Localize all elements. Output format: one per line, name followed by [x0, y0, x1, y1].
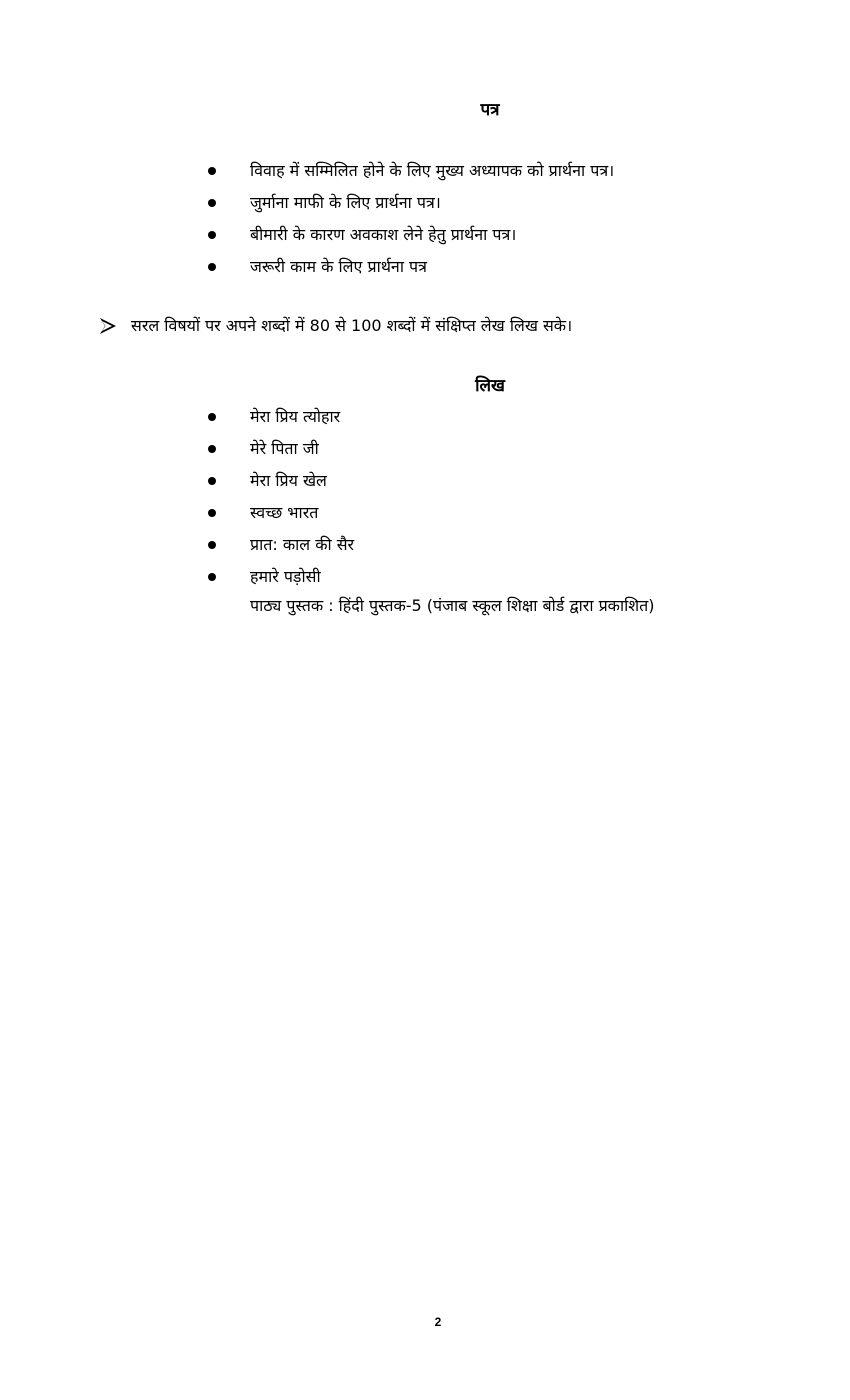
bullet-icon — [208, 477, 216, 485]
section-heading-essays: लिख — [475, 376, 505, 396]
list-item-text: प्रात: काल की सैर — [250, 535, 355, 554]
list-item — [0, 565, 850, 591]
list-item-text: हमारे पड़ोसी — [250, 567, 321, 586]
bullet-icon — [208, 573, 216, 581]
bullet-icon — [208, 445, 216, 453]
objective-item — [0, 314, 850, 340]
list-item-text: मेरा प्रिय खेल — [250, 471, 327, 490]
list-item-text: स्वच्छ भारत — [250, 503, 319, 522]
list-item-text: जरूरी काम के लिए प्रार्थना पत्र — [250, 257, 427, 276]
list-item — [0, 191, 850, 217]
section-heading-letters: पत्र — [480, 100, 500, 120]
bullet-icon — [208, 509, 216, 517]
list-item — [0, 223, 850, 249]
list-item — [0, 437, 850, 463]
bullet-icon — [208, 167, 216, 175]
list-item — [0, 159, 850, 185]
list-item-text: मेरे पिता जी — [250, 439, 319, 458]
bullet-icon — [208, 199, 216, 207]
list-item — [0, 501, 850, 527]
list-item-text: मेरा प्रिय त्योहार — [250, 407, 341, 426]
list-item — [0, 533, 850, 559]
list-item-text: बीमारी के कारण अवकाश लेने हेतु प्रार्थना पत्र। — [250, 225, 517, 244]
list-item — [0, 255, 850, 281]
list-item-text: विवाह में सम्मिलित होने के लिए मुख्य अध्यापक को प्रार्थना पत्र। — [250, 161, 615, 180]
list-item — [0, 405, 850, 431]
list-item — [0, 469, 850, 495]
bullet-icon — [208, 413, 216, 421]
arrow-bullet-icon — [99, 317, 117, 335]
objective-text: सरल विषयों पर अपने शब्दों में 80 से 100 शब्दों में संक्षिप्त लेख लिख सके। — [131, 316, 573, 335]
bullet-icon — [208, 541, 216, 549]
bullet-icon — [208, 263, 216, 271]
page-number: 2 — [434, 1315, 442, 1329]
list-item-text: जुर्माना माफी के लिए प्रार्थना पत्र। — [250, 193, 441, 212]
textbook-reference: पाठ्य पुस्तक : हिंदी पुस्तक-5 (पंजाब स्कूल शिक्षा बोर्ड द्वारा प्रकाशित) — [250, 596, 655, 615]
bullet-icon — [208, 231, 216, 239]
